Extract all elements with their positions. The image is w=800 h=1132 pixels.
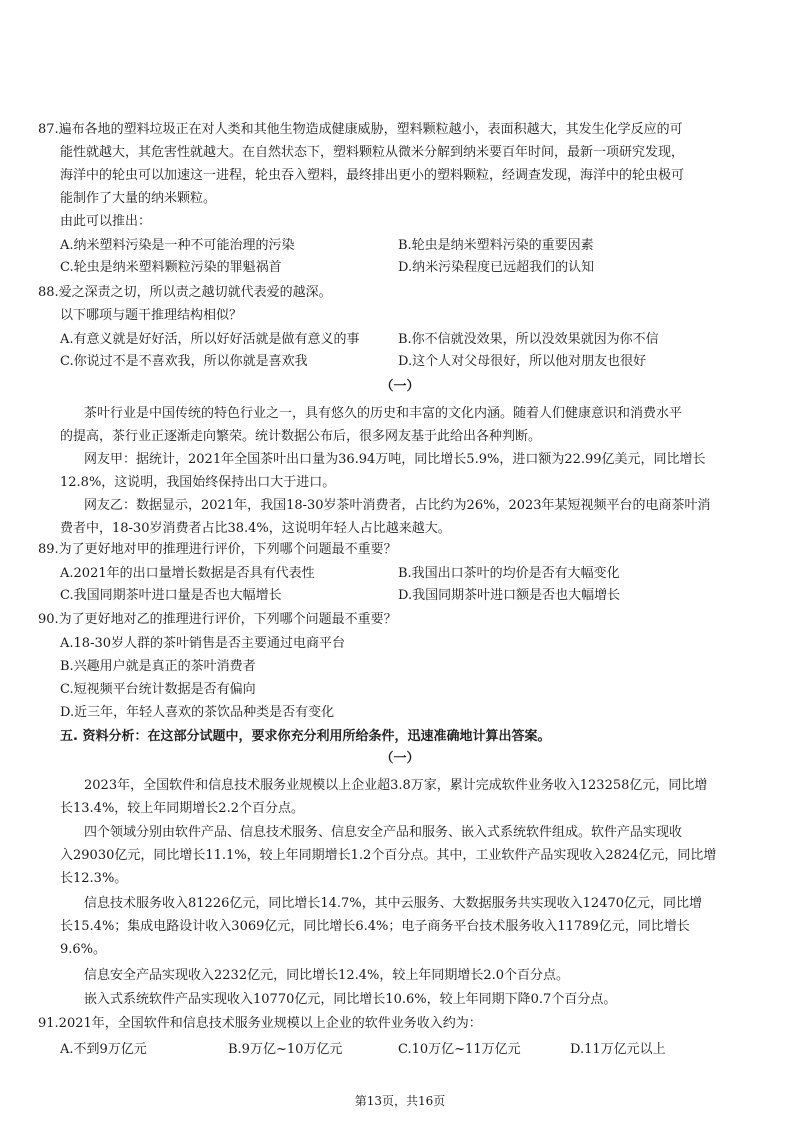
q88-stem: 88.爱之深责之切，所以责之越切就代表爱的越深。 (38, 285, 332, 300)
q90-option-d: D.近三年，年轻人喜欢的茶饮品种类是否有变化 (60, 705, 335, 720)
passage-line: 长13.4%，较上年同期增长2.2个百分点。 (60, 801, 304, 816)
page-number-footer: 第13页，共16页 (354, 1094, 446, 1108)
q87-option-c: C.轮虫是纳米塑料颗粒污染的罪魁祸首 (60, 260, 282, 275)
passage-line: 网友甲：据统计，2021年全国茶叶出口量为36.94万吨，同比增长5.9%，进口额为22.99亿美元，同比增长 (84, 452, 706, 467)
passage-line: 长12.3%。 (60, 871, 128, 886)
q90-option-c: C.短视频平台统计数据是否有偏向 (60, 682, 256, 697)
passage-line: 入29030亿元，同比增长11.1%，较上年同期增长1.2个百分点。其中，工业软件产品实现收入2824亿元，同比增 (60, 848, 717, 863)
q91-option-a: A.不到9万亿元 (60, 1042, 147, 1057)
q91-option-b: B.9万亿~10万亿元 (228, 1042, 343, 1057)
q87-option-b: B.轮虫是纳米塑料污染的重要因素 (398, 238, 594, 253)
passage-line: 2023年，全国软件和信息技术服务业规模以上企业超3.8万家，累计完成软件业务收入123258亿元，同比增 (84, 778, 708, 793)
q88-option-c: C.你说过不是不喜欢我，所以你就是喜欢我 (60, 354, 308, 369)
q87-stem-line: 能制作了大量的纳米颗粒。 (60, 191, 217, 206)
q87-option-a: A.纳米塑料污染是一种不可能治理的污染 (60, 238, 295, 253)
q88-prompt: 以下哪项与题干推理结构相似？ (60, 308, 243, 323)
passage-line: 12.8%，这说明，我国始终保持出口大于进口。 (60, 475, 336, 490)
q87-stem-line: 海洋中的轮虫可以加速这一进程，轮虫吞入塑料，最终排出更小的塑料颗粒，经调查发现，海洋中的轮虫极可 (60, 168, 685, 183)
q88-option-a: A.有意义就是好好活，所以好好活就是做有意义的事 (60, 332, 360, 347)
passage-line: 信息安全产品实现收入2232亿元，同比增长12.4%，较上年同期增长2.0个百分点。 (84, 968, 570, 983)
q90-stem: 90.为了更好地对乙的推理进行评价，下列哪个问题最不重要？ (38, 612, 397, 627)
section5-heading: 五. 资料分析：在这部分试题中，要求你充分利用所给条件，迅速准确地计算出答案。 (60, 729, 551, 744)
q89-option-d: D.我国同期茶叶进口额是否也大幅增长 (398, 588, 621, 603)
q89-option-a: A.2021年的出口量增长数据是否具有代表性 (60, 566, 315, 581)
section-heading: （一） (380, 379, 420, 394)
q87-stem-line: 87.遍布各地的塑料垃圾正在对人类和其他生物造成健康威胁，塑料颗粒越小，表面积越大，其发生化学反应的可 (38, 122, 683, 137)
q91-stem: 91.2021年，全国软件和信息技术服务业规模以上企业的软件业务收入约为： (38, 1016, 482, 1031)
passage-line: 的提高，茶行业正逐渐走向繁荣。统计数据公布后，很多网友基于此给出各种判断。 (60, 429, 542, 444)
q90-option-b: B.兴趣用户就是真正的茶叶消费者 (60, 659, 256, 674)
passage-line: 茶叶行业是中国传统的特色行业之一，具有悠久的历史和丰富的文化内涵。随着人们健康意识和消费水平 (84, 406, 683, 421)
passage-line: 9.6%。 (60, 942, 107, 957)
q91-option-c: C.10万亿~11万亿元 (398, 1042, 521, 1057)
q89-option-b: B.我国出口茶叶的均价是否有大幅变化 (398, 566, 620, 581)
q90-option-a: A.18-30岁人群的茶叶销售是否主要通过电商平台 (60, 636, 345, 651)
q89-option-c: C.我国同期茶叶进口量是否也大幅增长 (60, 588, 282, 603)
q87-stem-line: 能性就越大，其危害性就越大。在自然状态下，塑料颗粒从微米分解到纳米要百年时间，最新一项研究发现， (60, 145, 685, 160)
q89-stem: 89.为了更好地对甲的推理进行评价，下列哪个问题最不重要？ (38, 542, 397, 557)
passage-line: 四个领域分别由软件产品、信息技术服务、信息安全产品和服务、嵌入式系统软件组成。软件产品实现收 (84, 825, 683, 840)
passage-line: 费者中，18-30岁消费者占比38.4%，这说明年轻人占比越来越大。 (60, 521, 451, 536)
q88-option-b: B.你不信就没效果，所以没效果就因为你不信 (398, 332, 659, 347)
passage-line: 信息技术服务收入81226亿元，同比增长14.7%，其中云服务、大数据服务共实现收入12470亿元，同比增 (84, 896, 703, 911)
passage-line: 长15.4%；集成电路设计收入3069亿元，同比增长6.4%；电子商务平台技术服务收入11789亿元，同比增长 (60, 919, 690, 934)
q91-option-d: D.11万亿元以上 (570, 1042, 666, 1057)
section-heading: （一） (380, 751, 420, 766)
passage-line: 嵌入式系统软件产品实现收入10770亿元，同比增长10.6%，较上年同期下降0.7个百分点。 (84, 992, 617, 1007)
q87-prompt: 由此可以推出： (60, 214, 152, 229)
q87-option-d: D.纳米污染程度已远超我们的认知 (398, 260, 595, 275)
passage-line: 网友乙：数据显示，2021年，我国18-30岁茶叶消费者，占比约为26%，2023年某短视频平台的电商茶叶消 (84, 498, 711, 513)
q88-option-d: D.这个人对父母很好，所以他对朋友也很好 (398, 354, 647, 369)
